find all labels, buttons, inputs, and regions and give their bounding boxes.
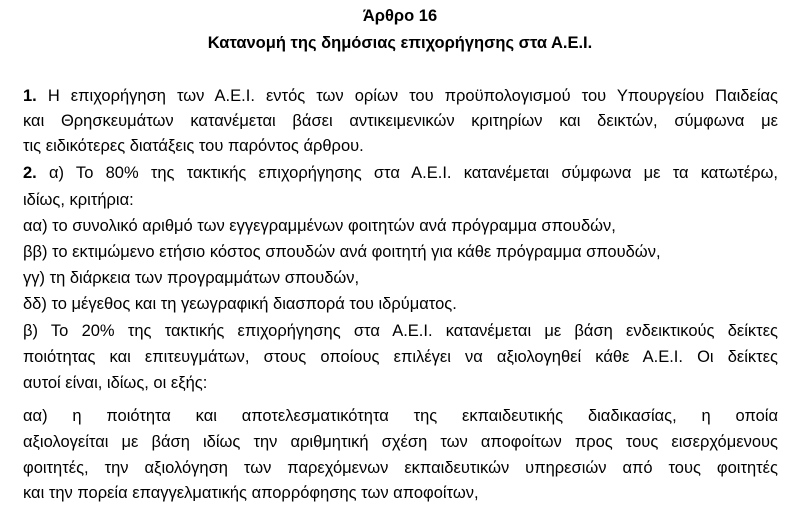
paragraph-2-line-2: ιδίως, κριτήρια: <box>23 191 134 209</box>
article-subtitle: Κατανομή της δημόσιας επιχορήγησης στα Α.Ε.Ι. <box>207 34 593 52</box>
indicator-aa-line-4: και την πορεία επαγγελματικής απορρόφησης των αποφοίτων, <box>23 484 479 502</box>
criterion-dd: δδ) το μέγεθος και τη γεωγραφική διασπορά του ιδρύματος. <box>23 295 457 313</box>
criterion-aa: αα) το συνολικό αριθμό των εγγεγραμμένων φοιτητών ανά πρόγραμμα σπουδών, <box>23 217 616 235</box>
paragraph-1-line-1 <box>23 85 778 107</box>
subparagraph-b-line-2: ποιότητας και επιτευγμάτων, στους οποίους επιλέγει να αξιολογηθεί κάθε Α.Ε.Ι. Οι δείκτες <box>23 348 778 366</box>
paragraph-2-text: α) Το 80% της τακτικής επιχορήγησης στα Α.Ε.Ι. κατανέμεται σύμφωνα με τα κατωτέρω, <box>48 164 778 182</box>
criterion-gg: γγ) τη διάρκεια των προγραμμάτων σπουδών, <box>23 269 360 287</box>
paragraph-2-line-1 <box>23 162 778 184</box>
paragraph-1-number: 1. <box>23 87 37 105</box>
subparagraph-b-line-3: αυτοί είναι, ιδίως, οι εξής: <box>23 374 208 392</box>
indicator-aa-line-1: αα) η ποιότητα και αποτελεσματικότητα της εκπαιδευτικής διαδικασίας, η οποία <box>23 407 778 425</box>
paragraph-1-line-2: και Θρησκευμάτων κατανέμεται βάσει αντικειμενικών κριτηρίων και δεικτών, σύμφωνα με <box>23 112 778 130</box>
article-title: Άρθρο 16 <box>362 7 438 25</box>
indicator-aa-line-2: αξιολογείται με βάση ιδίως την αριθμητική σχέση των αποφοίτων προς τους εισερχόμενους <box>23 433 778 451</box>
paragraph-1-text: Η επιχορήγηση των Α.Ε.Ι. εντός των ορίων του προϋπολογισμού του Υπουργείου Παιδείας <box>47 87 778 105</box>
indicator-aa-line-3: φοιτητές, την αξιολόγηση των παρεχόμενων εκπαιδευτικών υπηρεσιών από τους φοιτητές <box>23 459 778 477</box>
subparagraph-b-line-1: β) Το 20% της τακτικής επιχορήγησης στα Α.Ε.Ι. κατανέμεται με βάση ενδεικτικούς δείκτες <box>23 322 778 340</box>
paragraph-2-number: 2. <box>23 164 37 182</box>
criterion-bb: ββ) το εκτιμώμενο ετήσιο κόστος σπουδών ανά φοιτητή για κάθε πρόγραμμα σπουδών, <box>23 243 661 261</box>
paragraph-1-line-3: τις ειδικότερες διατάξεις του παρόντος άρθρου. <box>23 137 364 155</box>
